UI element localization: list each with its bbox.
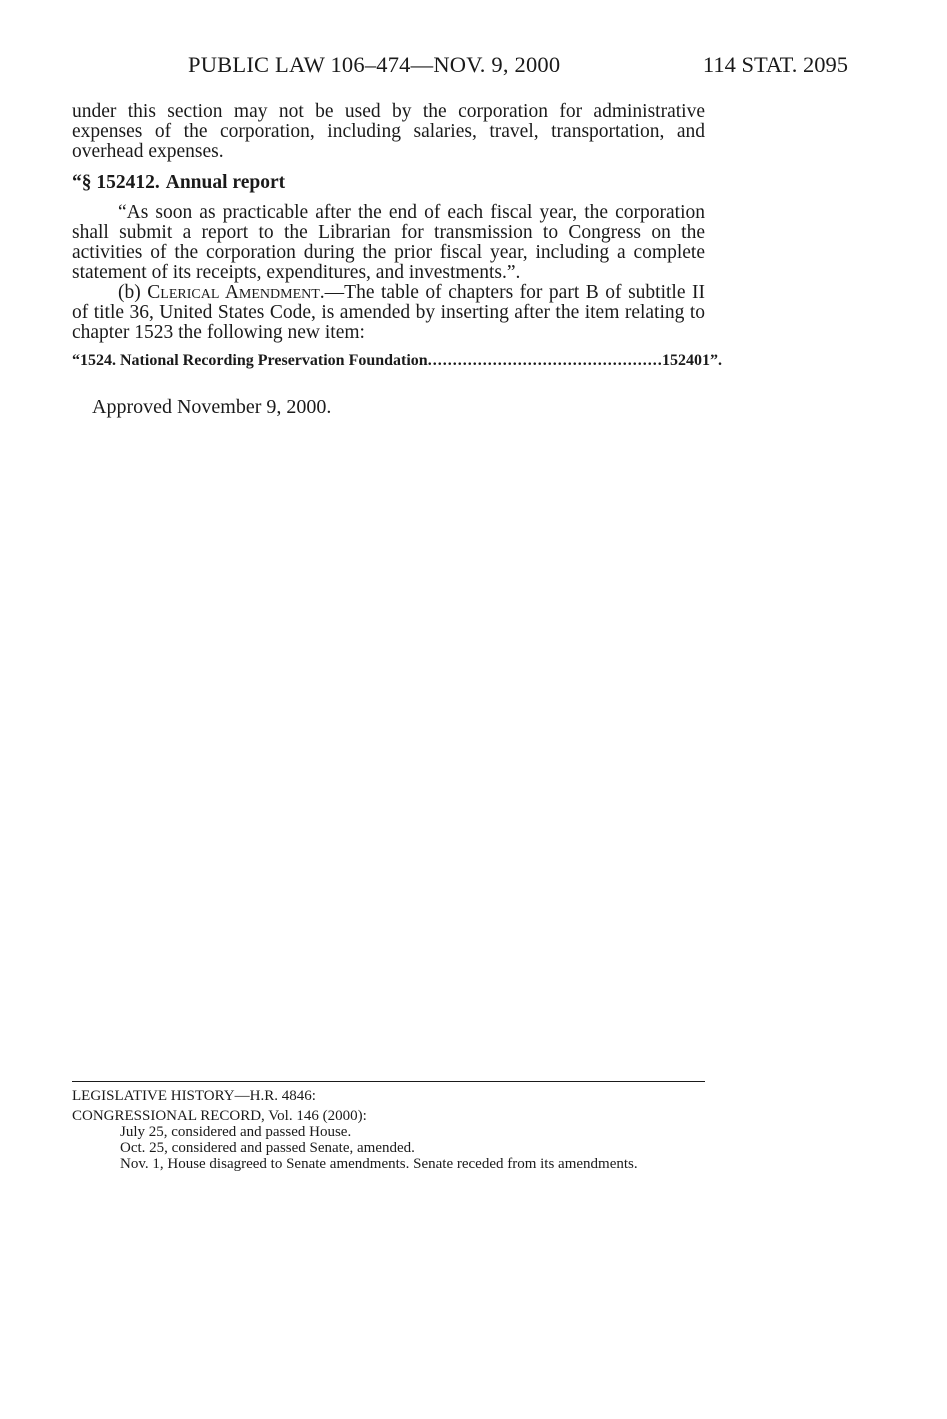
page-header [188, 52, 848, 82]
continued-paragraph: under this section may not be used by the corporation for administrative expenses of the corporation, including salaries, travel, transportation, and overhead expenses. [72, 101, 705, 162]
running-head: PUBLIC LAW 106–474—NOV. 9, 2000 [188, 52, 561, 77]
section-heading [72, 173, 705, 193]
body-text [72, 101, 722, 418]
clerical-text: .—The table of chapters for part B of subtitle II of title 36, United States Code, is amended by inserting after the item relating to chapter 1523 the following new item: [72, 282, 705, 343]
legislative-history [72, 1081, 705, 1172]
legislative-history-title: LEGISLATIVE HISTORY—H.R. 4846: [72, 1088, 316, 1104]
divider-rule [72, 1081, 705, 1082]
section-number: “§ 152412. [72, 172, 160, 193]
statute-citation: 114 STAT. 2095 [702, 52, 848, 77]
congressional-record-line: CONGRESSIONAL RECORD, Vol. 146 (2000): [72, 1108, 367, 1124]
toc-item-number: 152401”. [662, 352, 722, 369]
annual-report-paragraph: “As soon as practicable after the end of each fiscal year, the corporation shall submit a report to the Librarian for transmission to Congress on the activities of the corporation during the prior fiscal year, including a complete statement of its receipts, expenditures, and investments.”. [72, 202, 705, 283]
history-action: Oct. 25, considered and passed Senate, amended. [120, 1140, 415, 1156]
table-of-chapters-item [72, 351, 722, 371]
section-title: Annual report [165, 172, 286, 193]
clerical-heading: Clerical Amendment [147, 282, 320, 303]
clerical-prefix: (b) [118, 282, 148, 303]
history-action: July 25, considered and passed House. [120, 1124, 352, 1140]
history-action: Nov. 1, House disagreed to Senate amendments. Senate receded from its amendments. [120, 1156, 638, 1172]
approval-date: Approved November 9, 2000. [92, 396, 332, 418]
toc-leader-dots [428, 351, 662, 371]
toc-item-label: “1524. National Recording Preservation Foundation [72, 352, 428, 369]
clerical-amendment-paragraph [72, 283, 705, 343]
